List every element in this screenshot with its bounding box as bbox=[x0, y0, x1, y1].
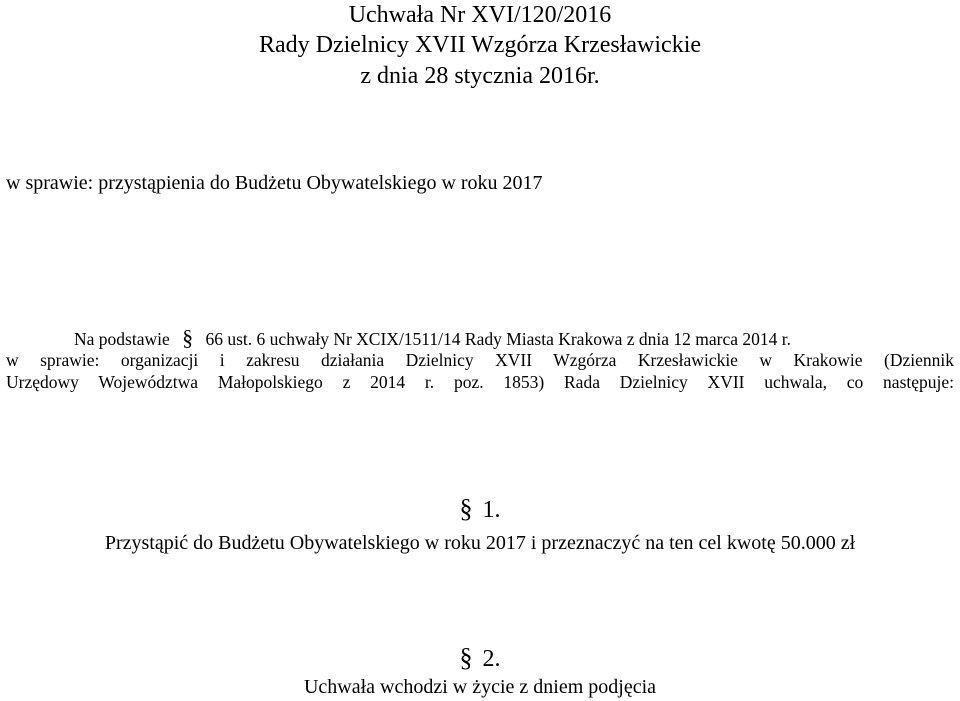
section-sign-icon: § bbox=[459, 494, 473, 523]
paragraph-2-number: 2. bbox=[482, 646, 501, 672]
paragraph-1-number: 1. bbox=[482, 497, 501, 523]
legal-basis-line-1 bbox=[74, 327, 791, 350]
paragraph-2-text: Uchwała wchodzi w życie z dniem podjęcia bbox=[303, 676, 657, 698]
legal-basis-prefix: Na podstawie bbox=[74, 329, 170, 349]
resolution-title: Uchwała Nr XVI/120/2016 bbox=[348, 2, 612, 28]
legal-basis-line-2: w sprawie: organizacji i zakresu działania Dzielnicy XVII Wzgórza Krzesławickie w Krakowie (Dziennik bbox=[6, 350, 954, 370]
resolution-issuer: Rady Dzielnicy XVII Wzgórza Krzesławickie bbox=[258, 32, 702, 58]
legal-basis-line-3: Urzędowy Województwa Małopolskiego z 2014 r. poz. 1853) Rada Dzielnicy XVII uchwala, co następuje: bbox=[6, 372, 954, 392]
paragraph-2-heading bbox=[0, 643, 960, 674]
legal-basis-reference: 66 ust. 6 uchwały Nr XCIX/1511/14 Rady Miasta Krakowa z dnia 12 marca 2014 r. bbox=[205, 329, 791, 349]
section-sign-icon: § bbox=[459, 643, 473, 672]
section-sign-icon: § bbox=[182, 325, 194, 350]
resolution-date: z dnia 28 stycznia 2016r. bbox=[360, 63, 600, 89]
resolution-subject: w sprawie: przystąpienia do Budżetu Obywatelskiego w roku 2017 bbox=[6, 172, 543, 194]
paragraph-1-heading bbox=[0, 494, 960, 525]
paragraph-1-text: Przystąpić do Budżetu Obywatelskiego w roku 2017 i przeznaczyć na ten cel kwotę 50.000 zł bbox=[104, 532, 856, 554]
